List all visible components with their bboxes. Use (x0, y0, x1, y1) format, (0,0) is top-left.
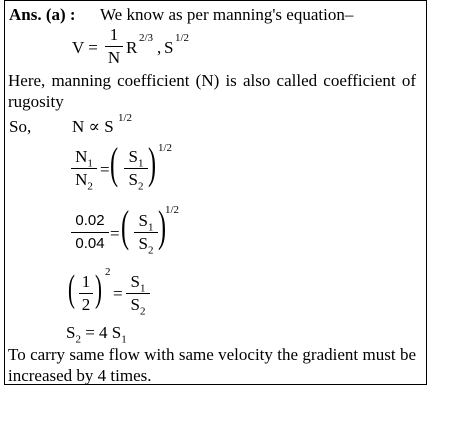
intro-text: We know as per manning's equation– (100, 5, 354, 24)
so-label: So, (9, 117, 32, 136)
rugosity-paragraph: Here, manning coefficient (N) is also called coefficient of rugosity (8, 71, 416, 111)
result-equation: $S_2 = 4$ $S_1$ (66, 323, 127, 346)
conclusion-text: To carry same flow with same velocity the gradient must be increased by 4 times. (8, 345, 416, 385)
proportionality: N ∝ S (72, 117, 114, 136)
answer-label: Ans. (a) : (9, 5, 76, 24)
